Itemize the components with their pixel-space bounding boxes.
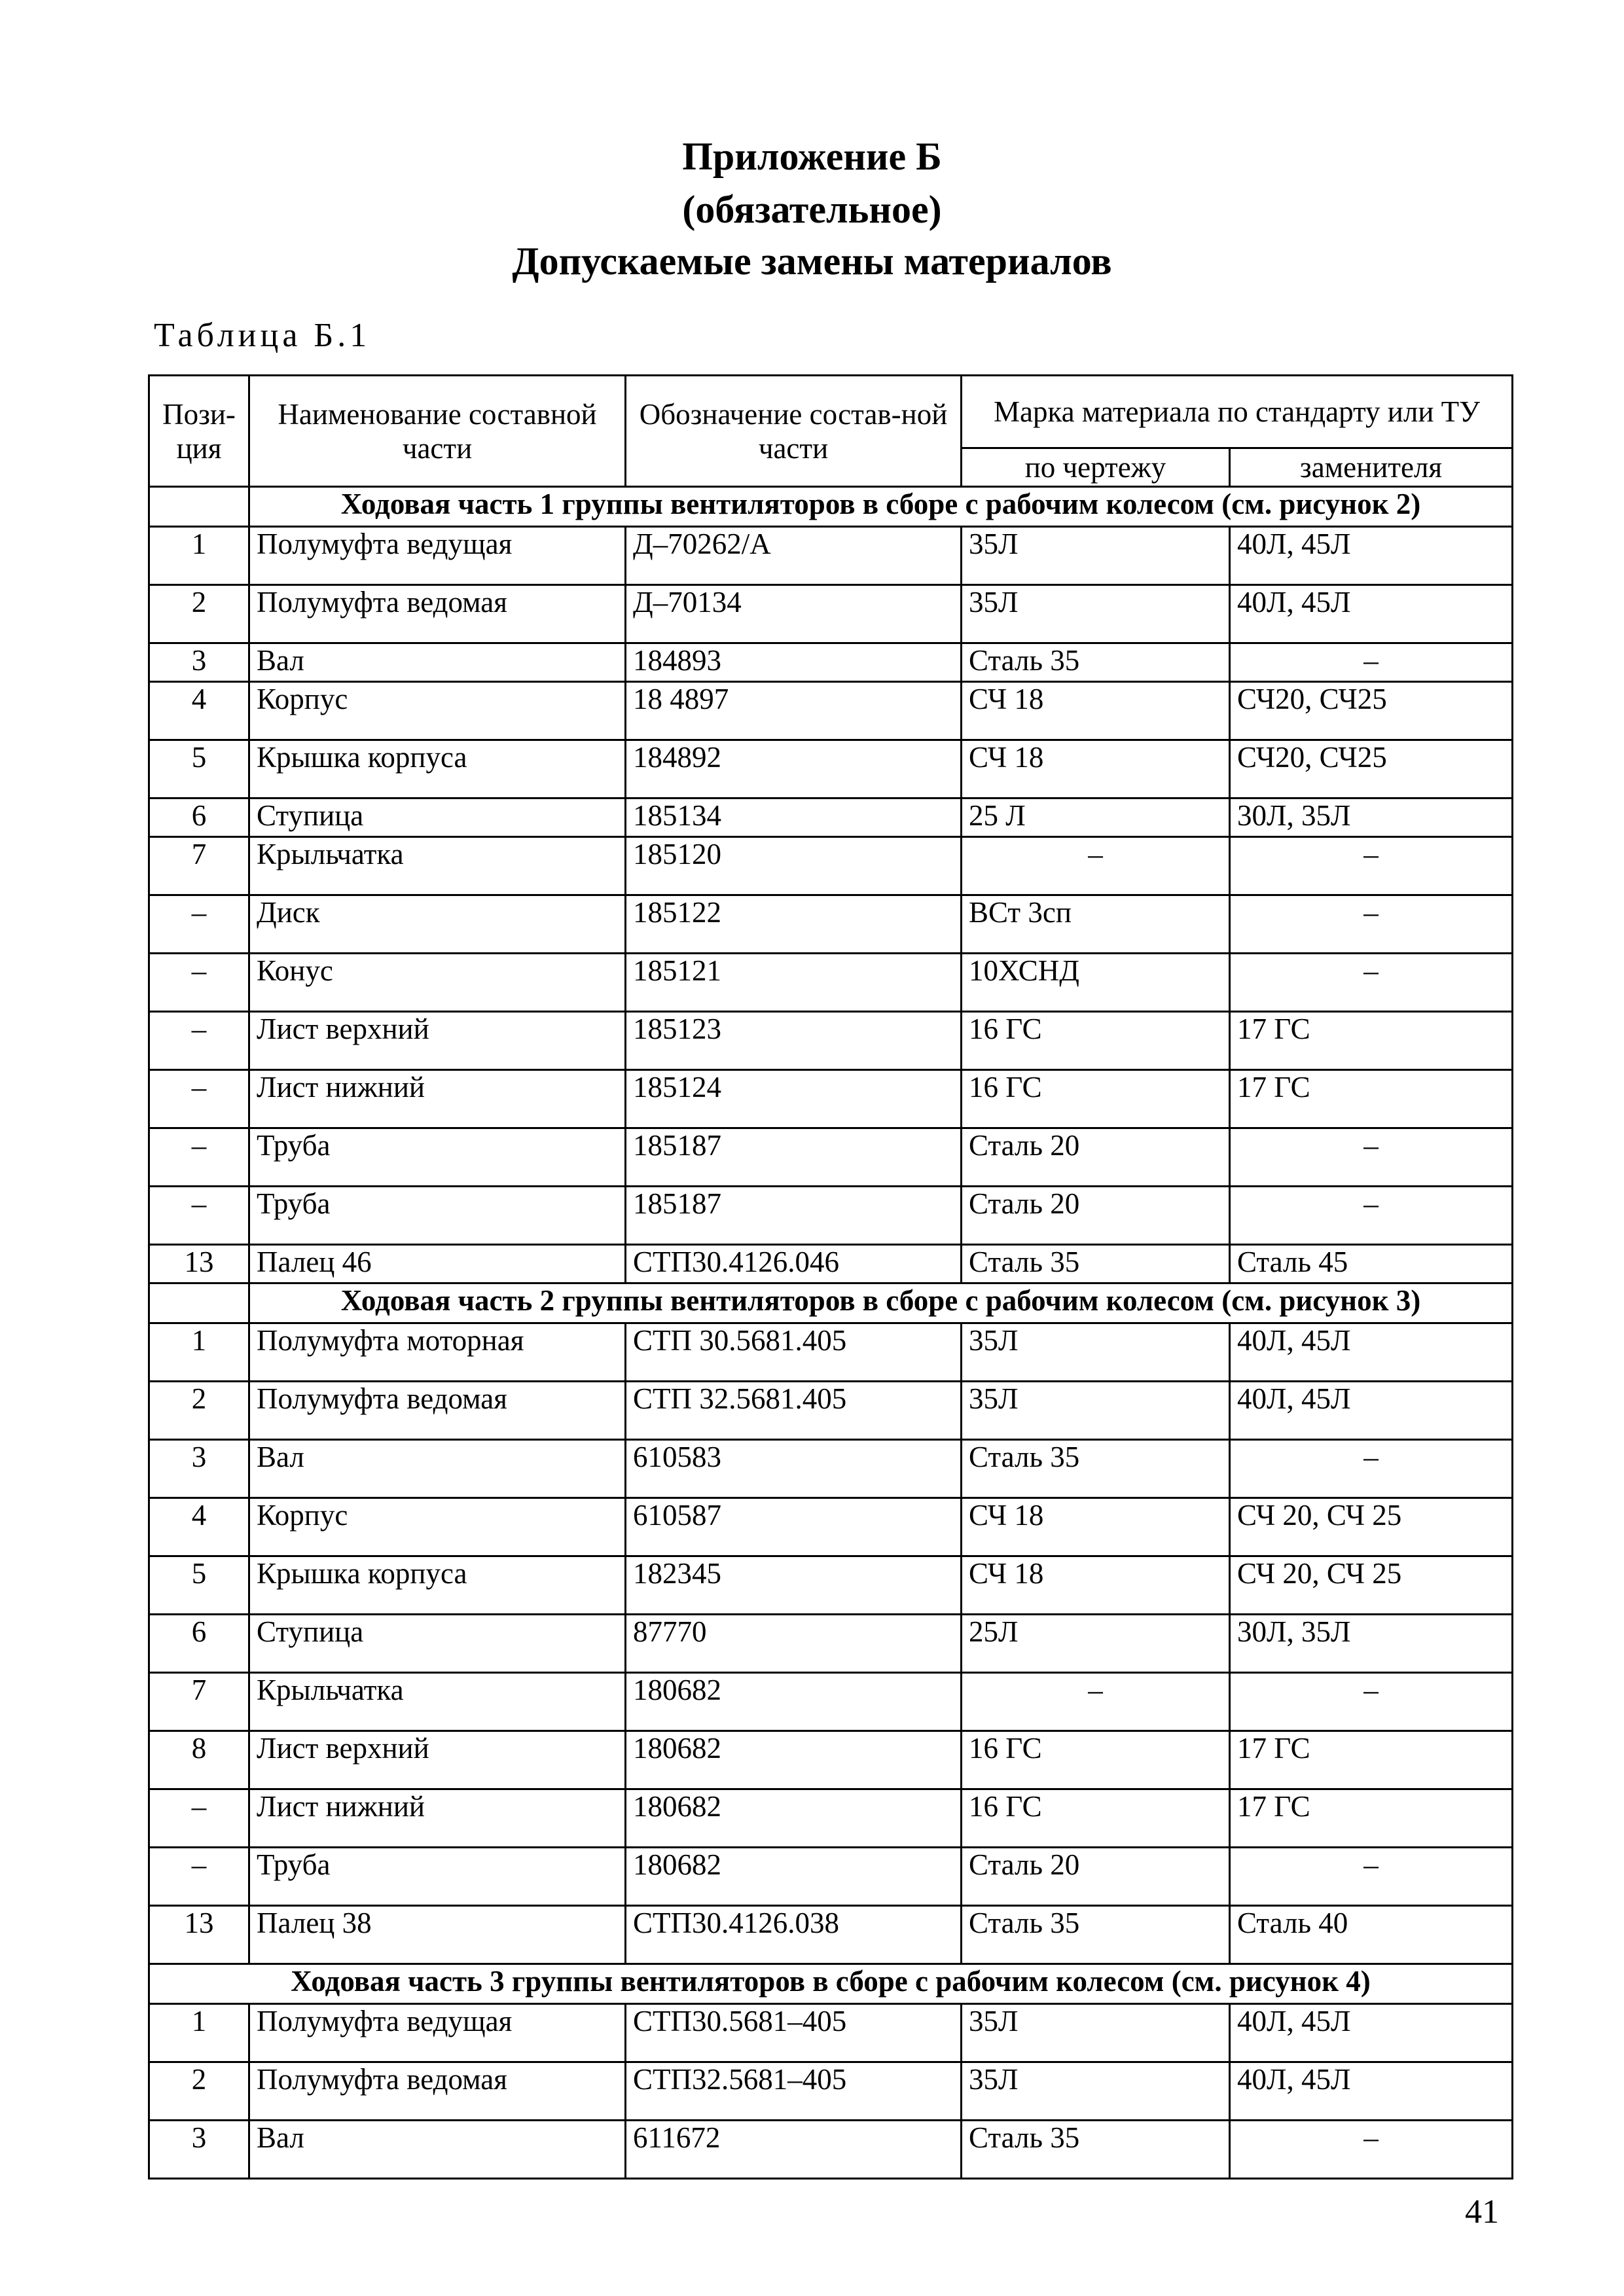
header-designation: Обозначение состав-ной части (626, 376, 962, 487)
name-cell: Полумуфта ведомая (249, 2062, 626, 2121)
substitute-cell: 17 ГС (1230, 1731, 1513, 1789)
designation-cell: 185123 (626, 1012, 962, 1070)
substitute-cell: Сталь 45 (1230, 1245, 1513, 1283)
table-row (149, 1323, 1513, 1382)
by-drawing-cell: 25 Л (962, 798, 1230, 837)
designation-cell: 87770 (626, 1615, 962, 1673)
position-cell: 1 (149, 1323, 249, 1382)
name-cell: Вал (249, 1440, 626, 1498)
by-drawing-cell: Сталь 35 (962, 643, 1230, 682)
designation-cell: СТП30.4126.038 (626, 1906, 962, 1964)
name-cell: Корпус (249, 682, 626, 740)
name-cell: Крыльчатка (249, 837, 626, 895)
position-cell: – (149, 1848, 249, 1906)
designation-cell: 185121 (626, 954, 962, 1012)
by-drawing-cell: 35Л (962, 1323, 1230, 1382)
designation-cell: 180682 (626, 1848, 962, 1906)
substitute-cell: 40Л, 45Л (1230, 2062, 1513, 2121)
by-drawing-cell: 16 ГС (962, 1070, 1230, 1128)
substitute-cell: – (1230, 1440, 1513, 1498)
name-cell: Конус (249, 954, 626, 1012)
name-cell: Полумуфта ведущая (249, 2004, 626, 2062)
table-row (149, 585, 1513, 643)
group-position-cell (149, 487, 249, 527)
name-cell: Диск (249, 895, 626, 954)
position-cell: 2 (149, 585, 249, 643)
name-cell: Крыльчатка (249, 1673, 626, 1731)
position-cell: 2 (149, 1382, 249, 1440)
group-title: Ходовая часть 2 группы вентиляторов в сборе с рабочим колесом (см. рисунок 3) (249, 1283, 1513, 1323)
name-cell: Лист нижний (249, 1070, 626, 1128)
header-by-drawing: по чертежу (962, 448, 1230, 487)
substitute-cell: – (1230, 1128, 1513, 1187)
position-cell: 5 (149, 740, 249, 798)
table-row (149, 1012, 1513, 1070)
designation-cell: СТП 30.5681.405 (626, 1323, 962, 1382)
designation-cell: Д–70134 (626, 585, 962, 643)
position-cell: 13 (149, 1245, 249, 1283)
by-drawing-cell: – (962, 837, 1230, 895)
substitute-cell: – (1230, 895, 1513, 954)
designation-cell: 184893 (626, 643, 962, 682)
substitute-cell: СЧ20, СЧ25 (1230, 740, 1513, 798)
group-row (149, 487, 1513, 527)
substitute-cell: – (1230, 1187, 1513, 1245)
position-cell: 4 (149, 1498, 249, 1556)
position-cell: 6 (149, 798, 249, 837)
name-cell: Полумуфта ведомая (249, 585, 626, 643)
position-cell: 8 (149, 1731, 249, 1789)
name-cell: Вал (249, 2121, 626, 2179)
substitute-cell: – (1230, 837, 1513, 895)
designation-cell: 610587 (626, 1498, 962, 1556)
name-cell: Труба (249, 1128, 626, 1187)
group-row (149, 1283, 1513, 1323)
substitute-cell: 17 ГС (1230, 1789, 1513, 1848)
by-drawing-cell: СЧ 18 (962, 682, 1230, 740)
name-cell: Лист верхний (249, 1012, 626, 1070)
table-row (149, 798, 1513, 837)
table-row (149, 1731, 1513, 1789)
by-drawing-cell: 35Л (962, 2004, 1230, 2062)
substitute-cell: 40Л, 45Л (1230, 1323, 1513, 1382)
table-row (149, 1245, 1513, 1283)
name-cell: Труба (249, 1187, 626, 1245)
by-drawing-cell: 25Л (962, 1615, 1230, 1673)
by-drawing-cell: 35Л (962, 527, 1230, 585)
group-title: Ходовая часть 1 группы вентиляторов в сборе с рабочим колесом (см. рисунок 2) (249, 487, 1513, 527)
by-drawing-cell: ВСт 3сп (962, 895, 1230, 954)
position-cell: 3 (149, 643, 249, 682)
name-cell: Полумуфта ведомая (249, 1382, 626, 1440)
table-row (149, 527, 1513, 585)
header-material: Марка материала по стандарту или ТУ (962, 376, 1513, 448)
designation-cell: СТП32.5681–405 (626, 2062, 962, 2121)
substitute-cell: 40Л, 45Л (1230, 527, 1513, 585)
group-row (149, 1964, 1513, 2004)
name-cell: Палец 38 (249, 1906, 626, 1964)
table-row (149, 1382, 1513, 1440)
appendix-subject: Допускаемые замены материалов (512, 240, 1112, 283)
designation-cell: 610583 (626, 1440, 962, 1498)
by-drawing-cell: СЧ 18 (962, 1498, 1230, 1556)
table-row (149, 837, 1513, 895)
header-position: Пози-ция (149, 376, 249, 487)
position-cell: – (149, 895, 249, 954)
substitute-cell: 30Л, 35Л (1230, 798, 1513, 837)
table-row (149, 2062, 1513, 2121)
table-row (149, 1498, 1513, 1556)
name-cell: Палец 46 (249, 1245, 626, 1283)
by-drawing-cell: СЧ 18 (962, 740, 1230, 798)
table-row (149, 954, 1513, 1012)
substitute-cell: СЧ 20, СЧ 25 (1230, 1498, 1513, 1556)
page-number: 41 (1465, 2193, 1499, 2231)
substitute-cell: СЧ 20, СЧ 25 (1230, 1556, 1513, 1615)
group-title: Ходовая часть 3 группы вентиляторов в сборе с рабочим колесом (см. рисунок 4) (149, 1964, 1513, 2004)
table-caption: Таблица Б.1 (154, 317, 371, 354)
table-row (149, 2004, 1513, 2062)
designation-cell: 185120 (626, 837, 962, 895)
table-row (149, 1128, 1513, 1187)
position-cell: – (149, 1789, 249, 1848)
designation-cell: СТП30.5681–405 (626, 2004, 962, 2062)
designation-cell: 184892 (626, 740, 962, 798)
name-cell: Крышка корпуса (249, 740, 626, 798)
designation-cell: 182345 (626, 1556, 962, 1615)
position-cell: – (149, 954, 249, 1012)
by-drawing-cell: СЧ 18 (962, 1556, 1230, 1615)
by-drawing-cell: 10ХСНД (962, 954, 1230, 1012)
name-cell: Корпус (249, 1498, 626, 1556)
name-cell: Полумуфта моторная (249, 1323, 626, 1382)
position-cell: 13 (149, 1906, 249, 1964)
position-cell: 4 (149, 682, 249, 740)
table-row (149, 1187, 1513, 1245)
substitute-cell: СЧ20, СЧ25 (1230, 682, 1513, 740)
designation-cell: 185187 (626, 1128, 962, 1187)
substitute-cell: – (1230, 1673, 1513, 1731)
designation-cell: СТП 32.5681.405 (626, 1382, 962, 1440)
name-cell: Ступица (249, 1615, 626, 1673)
by-drawing-cell: 35Л (962, 2062, 1230, 2121)
designation-cell: 185122 (626, 895, 962, 954)
by-drawing-cell: 35Л (962, 585, 1230, 643)
appendix-title: Приложение Б (682, 135, 942, 178)
by-drawing-cell: Сталь 20 (962, 1128, 1230, 1187)
by-drawing-cell: 16 ГС (962, 1789, 1230, 1848)
designation-cell: 185124 (626, 1070, 962, 1128)
position-cell: 7 (149, 837, 249, 895)
substitute-cell: 40Л, 45Л (1230, 1382, 1513, 1440)
designation-cell: 185134 (626, 798, 962, 837)
by-drawing-cell: Сталь 20 (962, 1187, 1230, 1245)
substitute-cell: 17 ГС (1230, 1070, 1513, 1128)
by-drawing-cell: 16 ГС (962, 1012, 1230, 1070)
name-cell: Крышка корпуса (249, 1556, 626, 1615)
table-row (149, 682, 1513, 740)
table-row (149, 1556, 1513, 1615)
substitute-cell: – (1230, 2121, 1513, 2179)
table-row (149, 1789, 1513, 1848)
by-drawing-cell: Сталь 35 (962, 1245, 1230, 1283)
position-cell: 3 (149, 2121, 249, 2179)
by-drawing-cell: 35Л (962, 1382, 1230, 1440)
designation-cell: 180682 (626, 1731, 962, 1789)
by-drawing-cell: Сталь 35 (962, 1906, 1230, 1964)
position-cell: 2 (149, 2062, 249, 2121)
by-drawing-cell: 16 ГС (962, 1731, 1230, 1789)
table-row (149, 1848, 1513, 1906)
table-row (149, 1615, 1513, 1673)
by-drawing-cell: Сталь 35 (962, 1440, 1230, 1498)
table-row (149, 740, 1513, 798)
position-cell: 1 (149, 527, 249, 585)
table-row (149, 643, 1513, 682)
header-substitute: заменителя (1230, 448, 1513, 487)
table-row (149, 2121, 1513, 2179)
table-body (149, 487, 1513, 2179)
name-cell: Вал (249, 643, 626, 682)
substitute-cell: – (1230, 954, 1513, 1012)
name-cell: Труба (249, 1848, 626, 1906)
position-cell: 5 (149, 1556, 249, 1615)
substitute-cell: Сталь 40 (1230, 1906, 1513, 1964)
by-drawing-cell: Сталь 20 (962, 1848, 1230, 1906)
table-row (149, 1070, 1513, 1128)
designation-cell: 180682 (626, 1789, 962, 1848)
materials-table (148, 374, 1513, 2179)
substitute-cell: – (1230, 643, 1513, 682)
table-row (149, 1673, 1513, 1731)
position-cell: 1 (149, 2004, 249, 2062)
position-cell: 3 (149, 1440, 249, 1498)
header-name: Наименование составной части (249, 376, 626, 487)
designation-cell: 180682 (626, 1673, 962, 1731)
position-cell: – (149, 1128, 249, 1187)
position-cell: – (149, 1187, 249, 1245)
designation-cell: 18 4897 (626, 682, 962, 740)
position-cell: – (149, 1070, 249, 1128)
substitute-cell: 30Л, 35Л (1230, 1615, 1513, 1673)
designation-cell: 185187 (626, 1187, 962, 1245)
position-cell: – (149, 1012, 249, 1070)
substitute-cell: 17 ГС (1230, 1012, 1513, 1070)
table-row (149, 895, 1513, 954)
designation-cell: СТП30.4126.046 (626, 1245, 962, 1283)
position-cell: 7 (149, 1673, 249, 1731)
designation-cell: Д–70262/А (626, 527, 962, 585)
name-cell: Полумуфта ведущая (249, 527, 626, 585)
designation-cell: 611672 (626, 2121, 962, 2179)
substitute-cell: 40Л, 45Л (1230, 2004, 1513, 2062)
table-row (149, 1906, 1513, 1964)
substitute-cell: 40Л, 45Л (1230, 585, 1513, 643)
by-drawing-cell: – (962, 1673, 1230, 1731)
table-row (149, 1440, 1513, 1498)
position-cell: 6 (149, 1615, 249, 1673)
substitute-cell: – (1230, 1848, 1513, 1906)
name-cell: Ступица (249, 798, 626, 837)
by-drawing-cell: Сталь 35 (962, 2121, 1230, 2179)
name-cell: Лист нижний (249, 1789, 626, 1848)
group-position-cell (149, 1283, 249, 1323)
name-cell: Лист верхний (249, 1731, 626, 1789)
appendix-status: (обязательное) (682, 188, 942, 231)
